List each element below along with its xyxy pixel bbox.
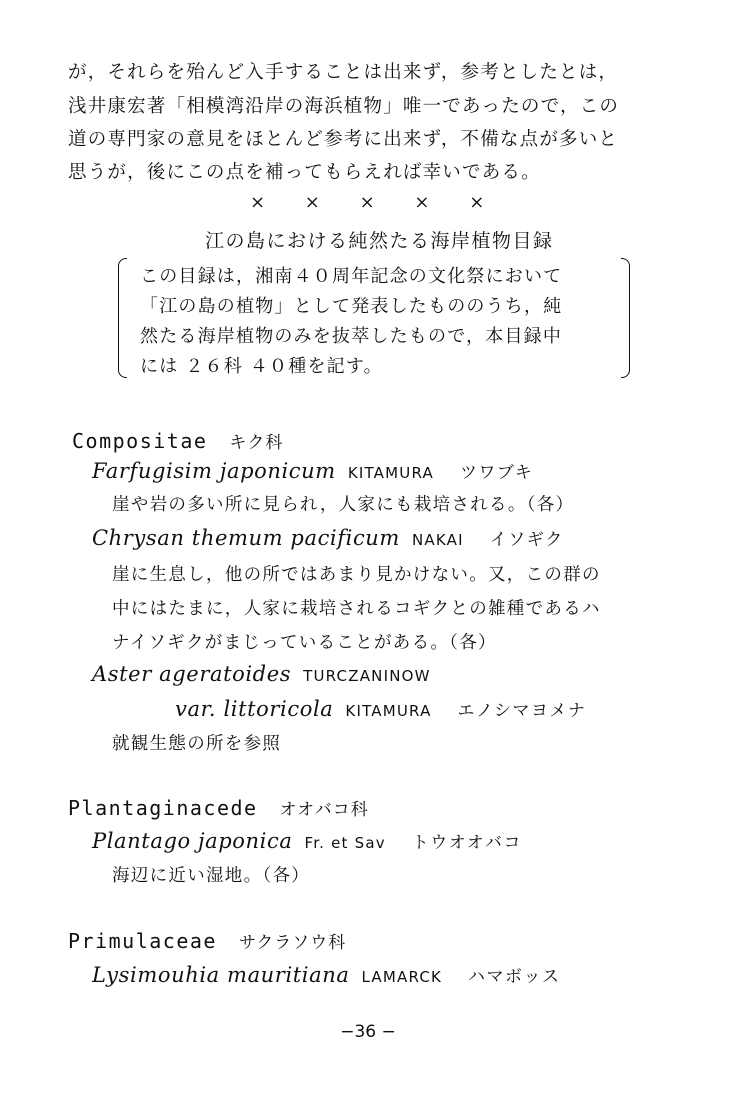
variety-author: KITAMURA xyxy=(345,702,432,720)
family-japanese: キク科 xyxy=(229,433,284,453)
species-latin: Aster ageratoides xyxy=(92,662,292,686)
intro-line: 思うが，後にこの点を補ってもらえれば幸いである。 xyxy=(68,162,541,183)
variety-entry xyxy=(175,696,586,721)
right-bracket xyxy=(621,258,630,378)
species-author: TURCZANINOW xyxy=(303,667,431,685)
species-description: 崖に生息し，他の所ではあまり見かけない。又，この群の xyxy=(112,565,601,585)
species-entry xyxy=(92,828,522,853)
family-latin: Plantaginacede xyxy=(68,796,258,820)
note-line: 「江の島の植物」として発表したもののうち，純 xyxy=(140,296,563,317)
species-latin: Chrysan themum pacificum xyxy=(92,526,400,550)
species-japanese: ハマボッス xyxy=(468,967,561,987)
note-line: この目録は，湘南４０周年記念の文化祭において xyxy=(140,266,563,287)
family-latin: Primulaceae xyxy=(68,929,217,953)
species-japanese: トウオオバコ xyxy=(411,833,522,853)
species-description: 崖や岩の多い所に見られ，人家にも栽培される。（各） xyxy=(112,495,575,515)
family-japanese: サクラソウ科 xyxy=(238,933,347,953)
species-description: ナイソギクがまじっていることがある。（各） xyxy=(112,633,497,653)
species-author: KITAMURA xyxy=(347,464,434,482)
species-entry xyxy=(92,525,564,550)
family-latin: Compositae xyxy=(72,429,208,453)
page-number: −36 − xyxy=(340,1022,396,1042)
left-bracket xyxy=(118,258,127,378)
variety-latin: var. littoricola xyxy=(175,697,334,721)
species-japanese: イソギク xyxy=(489,530,564,550)
species-description: 就観生態の所を参照 xyxy=(112,734,282,754)
species-entry xyxy=(92,458,533,483)
species-author: LAMARCK xyxy=(361,968,443,986)
species-author: NAKAI xyxy=(411,531,464,549)
species-latin: Farfugisim japonicum xyxy=(92,459,336,483)
note-line: 然たる海岸植物のみを抜萃したもので，本目録中 xyxy=(140,326,563,347)
species-entry xyxy=(92,962,561,987)
family-heading xyxy=(68,795,369,820)
species-japanese: エノシマヨメナ xyxy=(457,701,587,721)
species-description: 海辺に近い湿地。（各） xyxy=(112,866,311,886)
species-latin: Lysimouhia mauritiana xyxy=(92,963,350,987)
family-heading xyxy=(72,428,283,453)
species-entry xyxy=(92,662,431,686)
family-japanese: オオバコ科 xyxy=(279,800,369,820)
intro-line: が，それらを殆んど入手することは出来ず，参考としたとは， xyxy=(68,62,619,83)
note-line: には ２６科 ４０種を記す。 xyxy=(140,356,383,377)
species-author: Fr. et Sav xyxy=(304,834,386,852)
species-latin: Plantago japonica xyxy=(92,829,293,853)
species-japanese: ツワブキ xyxy=(459,463,534,483)
intro-line: 道の専門家の意見をほとんど参考に出来ず，不備な点が多いと xyxy=(68,129,619,150)
species-description: 中にはたまに，人家に栽培されるコギクとの雑種であるハ xyxy=(112,599,601,619)
separator-marks: × × × × × xyxy=(250,192,485,213)
section-title: 江の島における純然たる海岸植物目録 xyxy=(205,230,554,252)
intro-line: 浅井康宏著「相模湾沿岸の海浜植物」唯一であったので，この xyxy=(68,96,620,117)
family-heading xyxy=(68,928,346,953)
